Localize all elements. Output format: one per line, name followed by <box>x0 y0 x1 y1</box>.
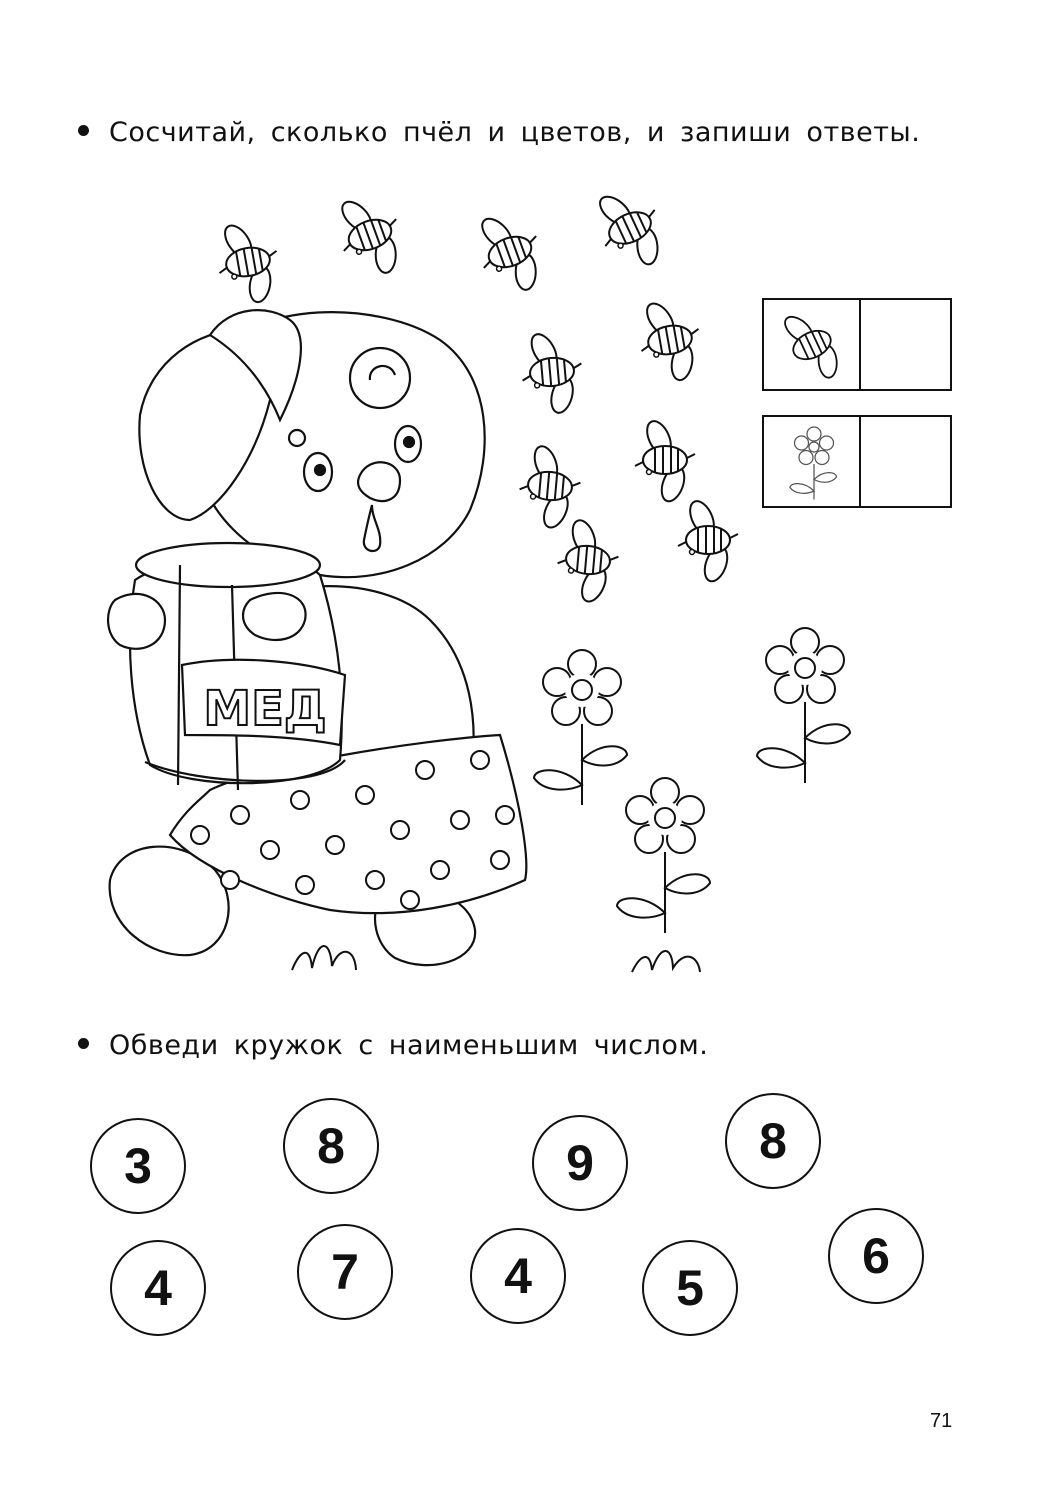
bear-illustration <box>108 310 526 965</box>
instruction-count-text: Сосчитай, сколько пчёл и цветов, и запиши ответы. <box>109 117 921 148</box>
jar-label: МЕД <box>203 681 327 737</box>
bee-icon <box>518 327 585 419</box>
number-circle-3[interactable]: 3 <box>90 1118 186 1214</box>
bee-icon <box>764 300 859 389</box>
bee-icon <box>678 497 738 584</box>
bee-icon <box>467 202 553 304</box>
bee-icon <box>635 417 695 504</box>
bee-icon <box>327 185 413 287</box>
flower-icon <box>617 778 710 933</box>
instruction-smallest <box>78 1030 708 1061</box>
number-circle-7[interactable]: 7 <box>297 1224 393 1320</box>
answer-box-flowers[interactable] <box>762 415 952 508</box>
answer-box-flower-picture <box>764 417 861 506</box>
flower-icon <box>757 628 850 783</box>
number-circle-8b[interactable]: 8 <box>725 1093 821 1189</box>
bee-icon <box>554 515 621 607</box>
bee-icon <box>585 177 676 281</box>
number-circle-9[interactable]: 9 <box>532 1115 628 1211</box>
number-circle-5[interactable]: 5 <box>642 1240 738 1336</box>
number-circle-4[interactable]: 4 <box>110 1240 206 1336</box>
flower-icon <box>764 417 859 506</box>
answer-box-bees[interactable] <box>762 298 952 391</box>
flower-icon <box>534 650 627 805</box>
number-circle-4b[interactable]: 4 <box>470 1228 566 1324</box>
page-number: 71 <box>930 1410 953 1432</box>
bullet-icon <box>78 1038 89 1049</box>
instruction-smallest-text: Обведи кружок с наименьшим числом. <box>109 1030 709 1061</box>
bee-icon <box>516 441 583 533</box>
answer-cell-flowers[interactable] <box>859 417 950 506</box>
answer-box-bee-picture <box>764 300 861 389</box>
bee-icon <box>211 215 285 311</box>
answer-cell-bees[interactable] <box>859 300 950 389</box>
number-circle-6[interactable]: 6 <box>828 1208 924 1304</box>
number-circle-8[interactable]: 8 <box>283 1098 379 1194</box>
bee-icon <box>633 293 707 389</box>
